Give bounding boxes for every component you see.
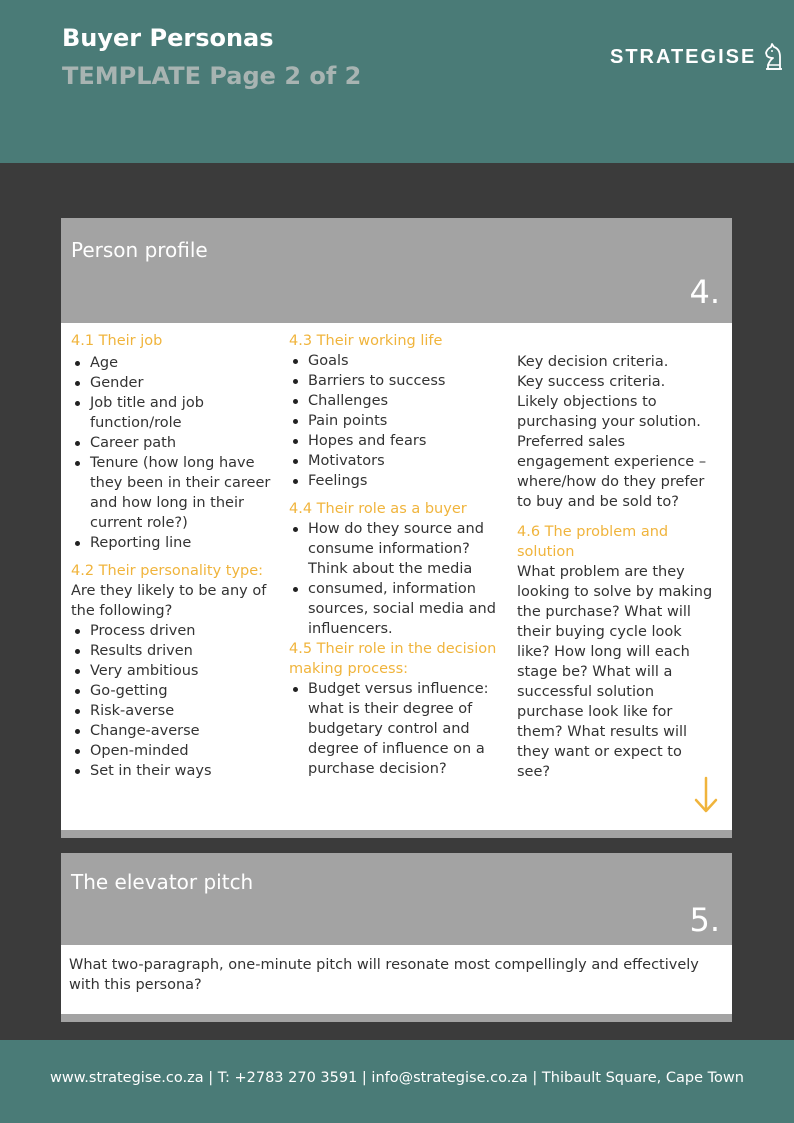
list-item: Change-averse bbox=[90, 721, 281, 741]
list-item: Feelings bbox=[308, 471, 513, 491]
card-body bbox=[61, 945, 732, 1014]
criteria-line: Key success criteria. bbox=[517, 374, 666, 390]
card-bottom-bar bbox=[61, 830, 732, 838]
list-item: Gender bbox=[90, 373, 281, 393]
decision-role-list bbox=[289, 679, 513, 779]
list-item: Results driven bbox=[90, 641, 281, 661]
buyer-role-list bbox=[289, 519, 513, 639]
criteria-line: Likely objections to purchasing your solution. bbox=[517, 394, 701, 430]
card-header bbox=[61, 853, 732, 945]
card-title: Person profile bbox=[71, 238, 208, 262]
criteria-line: Preferred sales engagement experience – where/how do they prefer to buy and be sold to? bbox=[517, 434, 707, 510]
arrow-down-icon bbox=[694, 776, 718, 814]
section-heading-job: 4.1 Their job bbox=[71, 333, 163, 349]
list-item: Job title and job function/role bbox=[90, 393, 281, 433]
list-item: Set in their ways bbox=[90, 761, 281, 781]
card-bottom-bar bbox=[61, 1014, 732, 1022]
page-footer bbox=[0, 1040, 794, 1123]
elevator-pitch-card bbox=[61, 853, 732, 1022]
section-number: 5. bbox=[689, 901, 720, 939]
page-header bbox=[0, 0, 794, 163]
list-item: Goals bbox=[308, 351, 513, 371]
list-item: Hopes and fears bbox=[308, 431, 513, 451]
list-item: Reporting line bbox=[90, 533, 281, 553]
column-criteria-problem bbox=[517, 352, 717, 782]
list-item: consumed, information sources, social media and influencers. bbox=[308, 579, 513, 639]
section-heading-working-life: 4.3 Their working life bbox=[289, 333, 443, 349]
list-item: How do they source and consume information? Think about the media bbox=[308, 519, 513, 579]
list-item: Process driven bbox=[90, 621, 281, 641]
list-item: Risk-averse bbox=[90, 701, 281, 721]
section-number: 4. bbox=[689, 273, 720, 311]
brand-logo bbox=[610, 42, 784, 72]
column-working-buyer bbox=[289, 331, 513, 779]
person-profile-card bbox=[61, 218, 732, 838]
list-item: Very ambitious bbox=[90, 661, 281, 681]
criteria-line: Key decision criteria. bbox=[517, 354, 669, 370]
page-title: Buyer Personas bbox=[62, 24, 274, 52]
personality-list bbox=[71, 621, 281, 781]
personality-intro: Are they likely to be any of the following? bbox=[71, 583, 267, 619]
section-heading-personality: 4.2 Their personality type: bbox=[71, 563, 264, 579]
footer-contact: www.strategise.co.za | T: +2783 270 3591 | info@strategise.co.za | Thibault Square, Cape Town bbox=[50, 1070, 744, 1086]
list-item: Motivators bbox=[308, 451, 513, 471]
card-title: The elevator pitch bbox=[71, 870, 254, 894]
card-body bbox=[61, 323, 732, 830]
problem-text: What problem are they looking to solve by making the purchase? What will their buying cycle look like? How long will each stage be? What will a successful solution purchase look like for them? What results will they want or expect to see? bbox=[517, 564, 713, 780]
list-item: Pain points bbox=[308, 411, 513, 431]
list-item: Tenure (how long have they been in their career and how long in their current role?) bbox=[90, 453, 281, 533]
section-heading-decision-role: 4.5 Their role in the decision making process: bbox=[289, 641, 497, 677]
list-item: Barriers to success bbox=[308, 371, 513, 391]
working-life-list bbox=[289, 351, 513, 491]
section-heading-buyer-role: 4.4 Their role as a buyer bbox=[289, 501, 467, 517]
list-item: Age bbox=[90, 353, 281, 373]
list-item: Budget versus influence: what is their degree of budgetary control and degree of influence on a purchase decision? bbox=[308, 679, 513, 779]
job-list bbox=[71, 353, 281, 553]
chess-knight-icon bbox=[762, 43, 784, 71]
column-job-personality bbox=[71, 331, 281, 781]
pitch-prompt: What two-paragraph, one-minute pitch will resonate most compellingly and effectively with this persona? bbox=[69, 957, 699, 993]
list-item: Career path bbox=[90, 433, 281, 453]
list-item: Go-getting bbox=[90, 681, 281, 701]
list-item: Open-minded bbox=[90, 741, 281, 761]
brand-name: STRATEGISE bbox=[610, 45, 757, 68]
card-header bbox=[61, 218, 732, 323]
list-item: Challenges bbox=[308, 391, 513, 411]
page-subtitle: TEMPLATE Page 2 of 2 bbox=[62, 62, 362, 90]
section-heading-problem: 4.6 The problem and solution bbox=[517, 524, 669, 560]
